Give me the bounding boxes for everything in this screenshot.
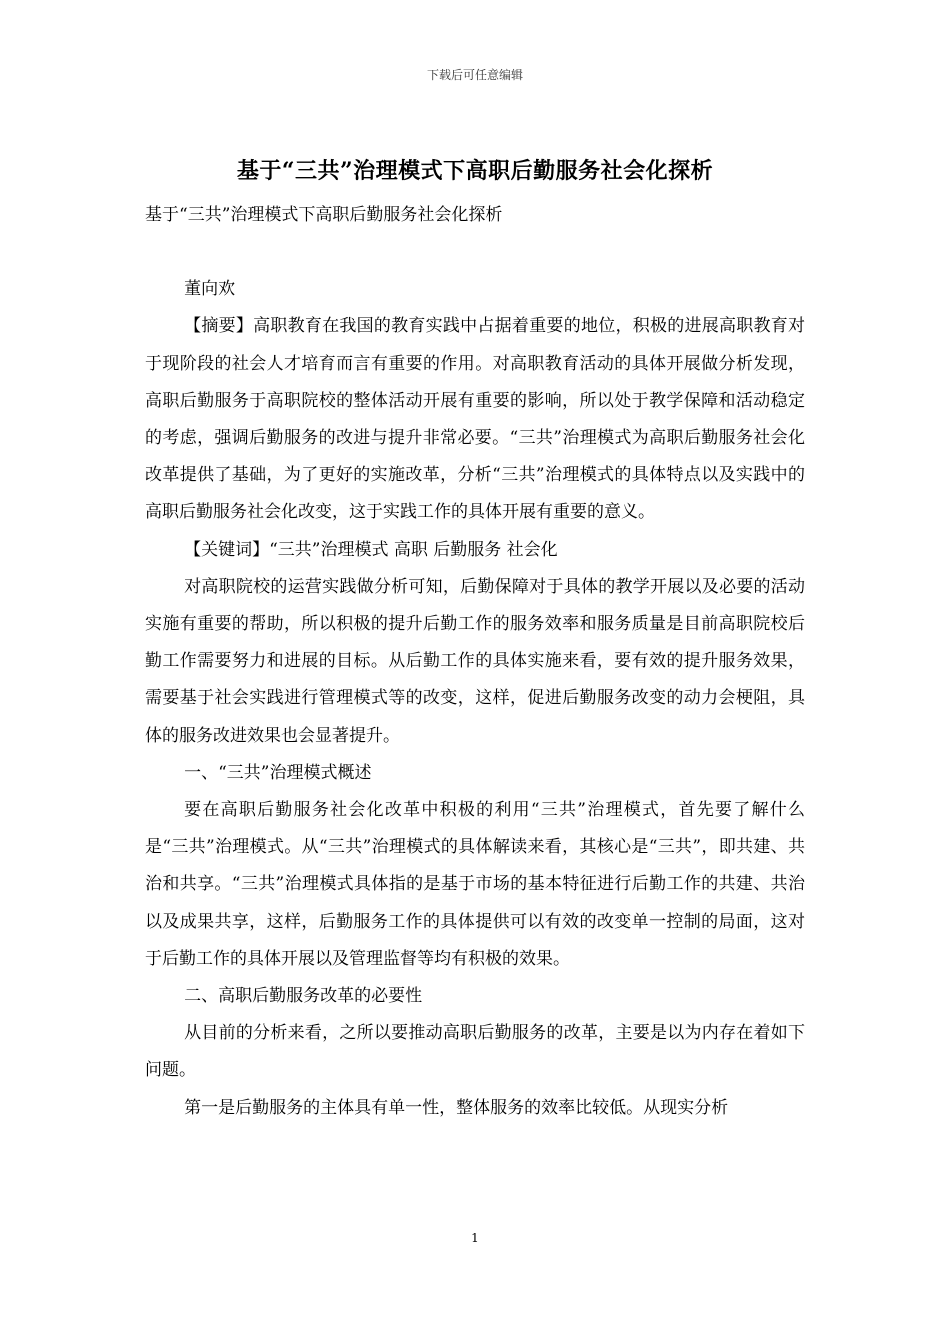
section-2-point-1: 第一是后勤服务的主体具有单一性，整体服务的效率比较低。从现实分析 [184,1097,729,1118]
page-header-note: 下载后可任意编辑 [426,68,523,82]
intro-paragraph: 对高职院校的运营实践做分析可知，后勤保障对于具体的教学开展以及必要的活动实施有重要的帮助，所以积极的提升后勤工作的服务效率和服务质量是目前高职院校后勤工作需要努力和进展的目标。从后勤工作的具体实施来看，要有效的提升服务效果，需要基于社会实践进行管理模式等的改变，这样，促进后勤服务改变的动力会梗阻，具体的服务改进效果也会显著提升。 [145,576,805,746]
abstract-paragraph: 【摘要】高职教育在我国的教育实践中占据着重要的地位，积极的进展高职教育对于现阶段的社会人才培育而言有重要的作用。对高职教育活动的具体开展做分析发现，高职后勤服务于高职院校的整体活动开展有重要的影响，所以处于教学保障和活动稳定的考虑，强调后勤服务的改进与提升非常必要。“三共”治理模式为高职后勤服务社会化改革提供了基础，为了更好的实施改革，分析“三共”治理模式的具体特点以及实践中的高职后勤服务社会化改变，这于实践工作的具体开展有重要的意义。 [145,316,805,523]
section-2-heading: 二、高职后勤服务改革的必要性 [184,986,423,1007]
author-name: 董向欢 [184,279,236,300]
document-title: 基于“三共”治理模式下高职后勤服务社会化探析 [236,158,714,184]
document-subtitle: 基于“三共”治理模式下高职后勤服务社会化探析 [145,205,503,225]
section-1-paragraph: 要在高职后勤服务社会化改革中积极的利用“三共”治理模式，首先要了解什么是“三共”治理模式。从“三共”治理模式的具体解读来看，其核心是“三共”，即共建、共治和共享。“三共”治理模式具体指的是基于市场的基本特征进行后勤工作的共建、共治以及成果共享，这样，后勤服务工作的具体提供可以有效的改变单一控制的局面，这对于后勤工作的具体开展以及管理监督等均有积极的效果。 [145,800,805,969]
section-2-paragraph: 从目前的分析来看，之所以要推动高职后勤服务的改革，主要是以为内存在着如下问题。 [145,1023,805,1081]
section-1-heading: 一、“三共”治理模式概述 [184,762,372,783]
document-body [145,197,805,1127]
keywords-line: 【关键词】“三共”治理模式 高职 后勤服务 社会化 [184,539,558,560]
page-number: 1 [471,1231,479,1245]
